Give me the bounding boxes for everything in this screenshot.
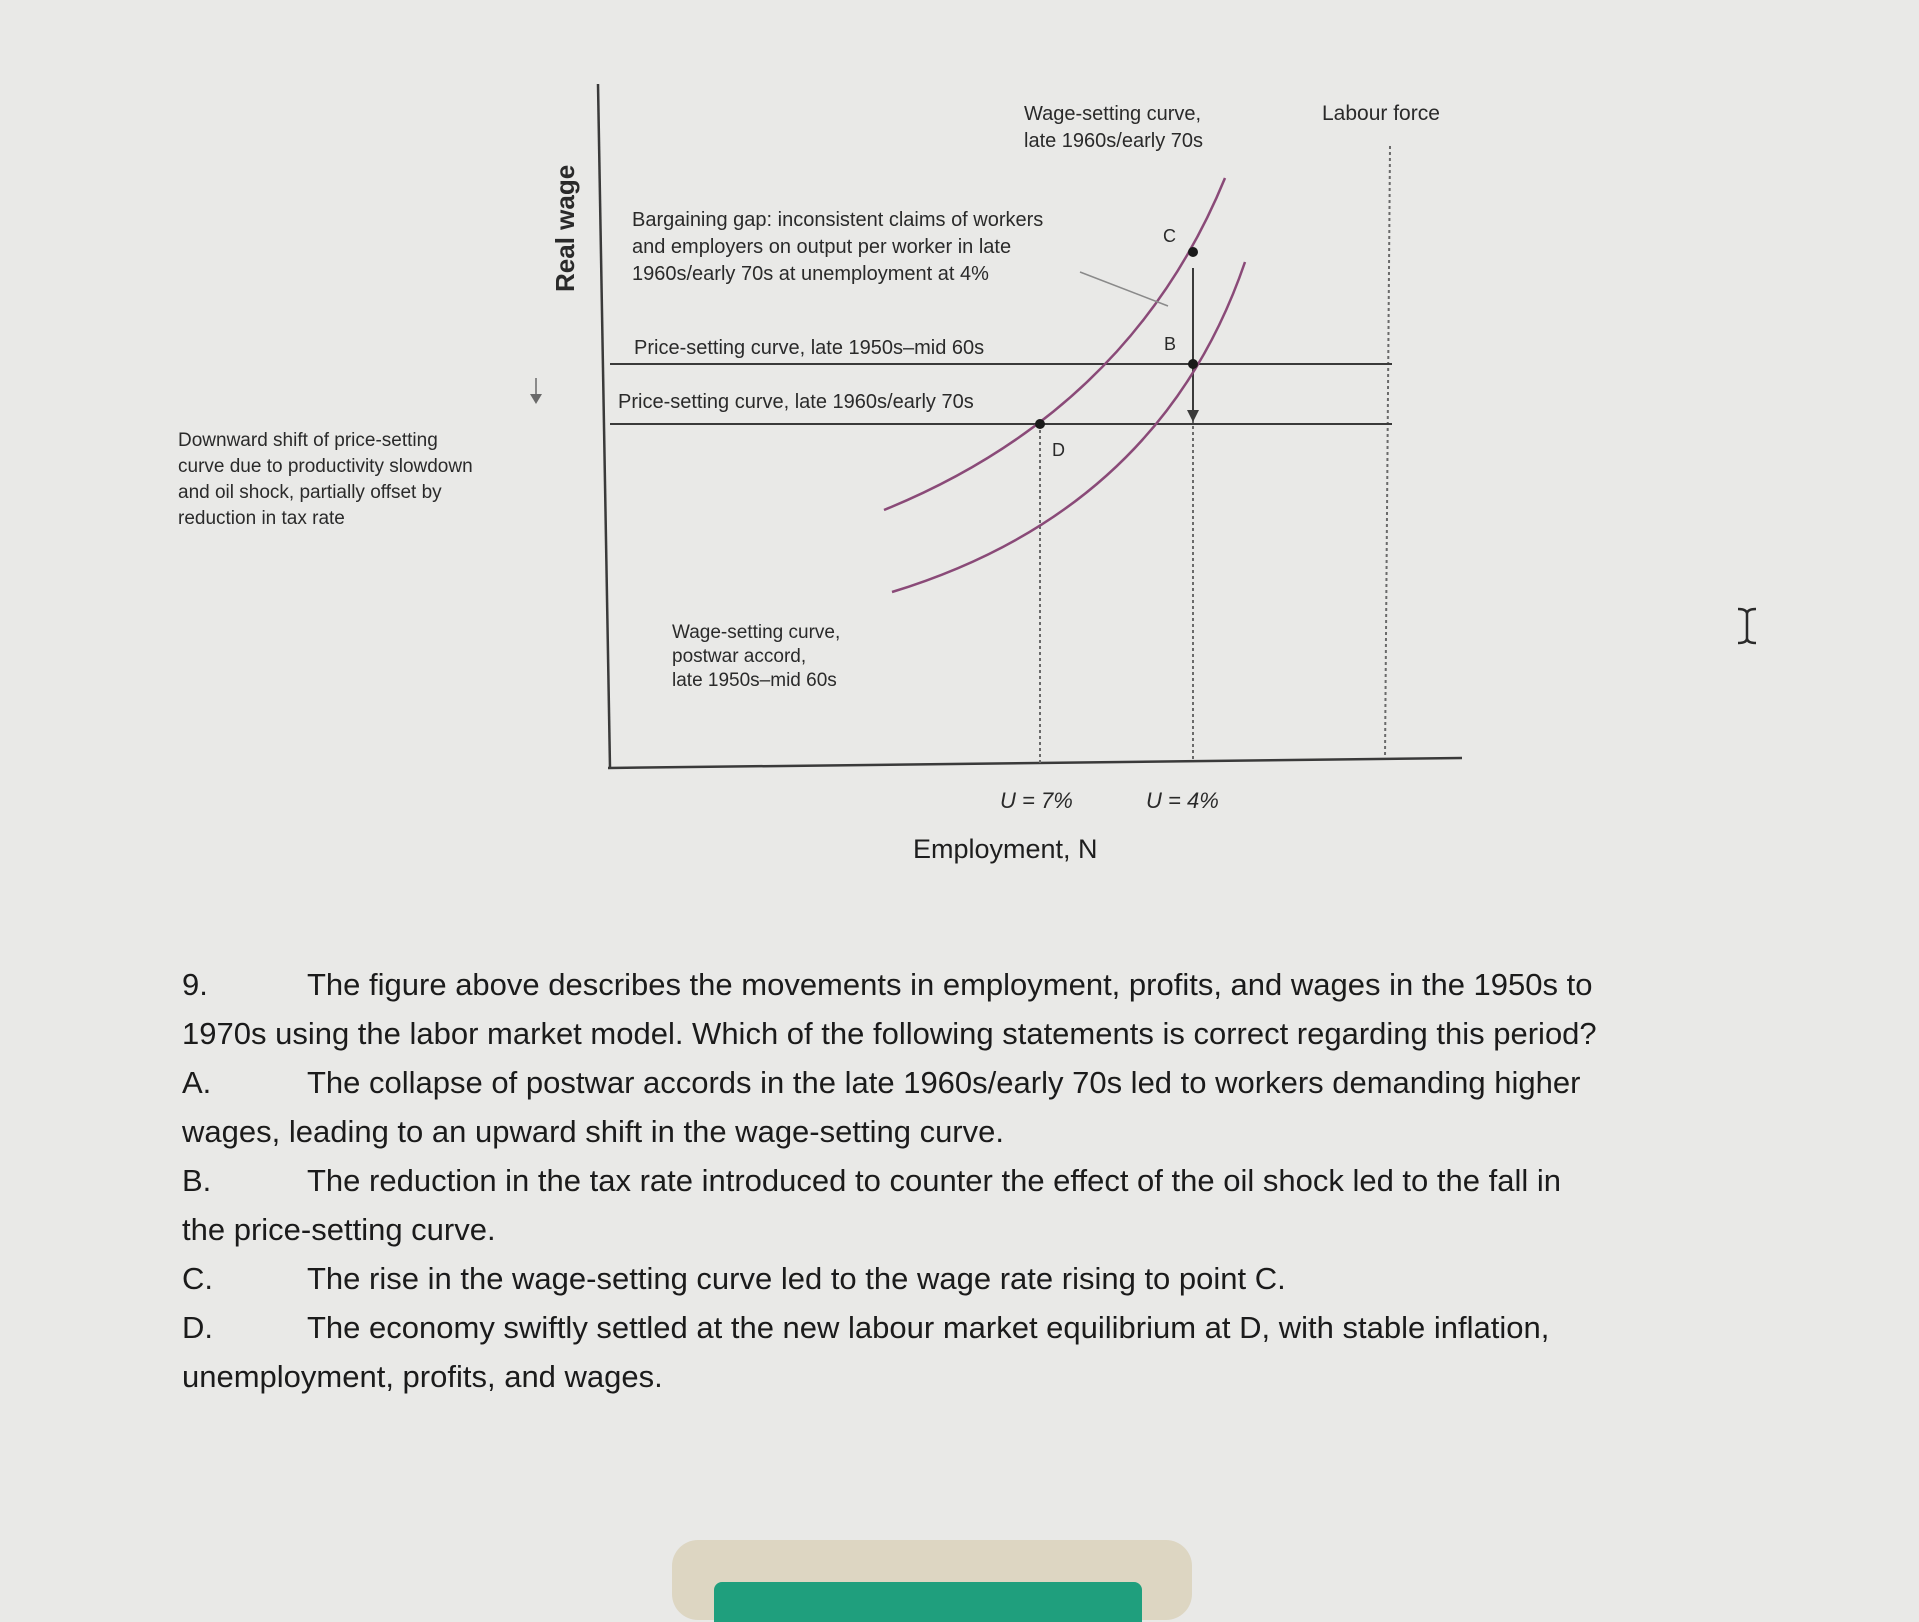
ws-old-label	[672, 622, 846, 691]
bargaining-gap-line: Bargaining gap: inconsistent claims of workers	[632, 209, 1044, 231]
option-letter: B.	[182, 1163, 212, 1198]
u4-label: U = 4%	[1146, 788, 1219, 813]
bargaining-gap-label	[632, 209, 1049, 285]
ws-old-label-line: postwar accord,	[672, 646, 807, 667]
question-stem-line2: 1970s using the labor market model. Which of the following statements is correct regarding this period?	[182, 1016, 1597, 1051]
point-d-label: D	[1052, 440, 1065, 460]
option-c	[182, 1254, 1782, 1303]
option-d-cont: unemployment, profits, and wages.	[182, 1359, 663, 1394]
downward-shift-arrow-head	[530, 394, 542, 404]
submit-button[interactable]	[714, 1582, 1142, 1622]
option-letter: D.	[182, 1310, 213, 1345]
question-block	[182, 960, 1782, 1401]
x-axis-label: Employment, N	[913, 834, 1098, 864]
point-c-marker	[1188, 247, 1198, 257]
option-text: The reduction in the tax rate introduced to counter the effect of the oil shock led to the fall in	[307, 1163, 1561, 1198]
ws-old-label-line: Wage-setting curve,	[672, 622, 841, 643]
y-axis	[598, 84, 610, 768]
downward-shift-line: curve due to productivity slowdown	[178, 456, 473, 477]
y-axis-label: Real wage	[550, 164, 580, 292]
downward-shift-line: reduction in tax rate	[178, 508, 345, 529]
downward-shift-label	[178, 430, 478, 529]
point-b-label: B	[1164, 334, 1177, 354]
point-b-marker	[1188, 359, 1198, 369]
question-stem-text: The figure above describes the movements in employment, profits, and wages in the 1950s to	[307, 967, 1593, 1002]
point-c-label: C	[1163, 226, 1176, 246]
option-letter: A.	[182, 1065, 212, 1100]
downward-shift-line: Downward shift of price-setting	[178, 430, 438, 451]
labour-force-label: Labour force	[1322, 102, 1440, 125]
question-number: 9.	[182, 967, 208, 1002]
u7-label: U = 7%	[1000, 788, 1073, 813]
ps-new-label: Price-setting curve, late 1960s/early 70s	[618, 391, 974, 413]
point-d-marker	[1035, 419, 1045, 429]
bc-arrow-head	[1187, 410, 1199, 422]
option-b-cont: the price-setting curve.	[182, 1212, 496, 1247]
question-stem-line1	[182, 960, 1782, 1009]
ws-new-label	[1024, 103, 1207, 152]
text-cursor-icon	[1734, 606, 1760, 646]
option-b	[182, 1156, 1782, 1205]
bargaining-gap-pointer	[1080, 272, 1168, 306]
ws-new-label-line: Wage-setting curve,	[1024, 103, 1202, 125]
option-text: The rise in the wage-setting curve led to the wage rate rising to point C.	[307, 1261, 1286, 1296]
option-d	[182, 1303, 1782, 1352]
downward-shift-line: and oil shock, partially offset by	[178, 482, 442, 503]
ws-new-label-line: late 1960s/early 70s	[1024, 130, 1204, 152]
option-text: The collapse of postwar accords in the late 1960s/early 70s led to workers demanding higher	[307, 1065, 1581, 1100]
bargaining-gap-line: and employers on output per worker in late	[632, 236, 1012, 258]
labour-force-line	[1385, 146, 1390, 758]
bargaining-gap-line: 1960s/early 70s at unemployment at 4%	[632, 263, 989, 285]
x-axis	[608, 758, 1462, 768]
option-a-cont: wages, leading to an upward shift in the wage-setting curve.	[182, 1114, 1004, 1149]
option-letter: C.	[182, 1261, 213, 1296]
ps-old-label: Price-setting curve, late 1950s–mid 60s	[634, 337, 985, 359]
option-a	[182, 1058, 1782, 1107]
option-text: The economy swiftly settled at the new labour market equilibrium at D, with stable inflation,	[307, 1310, 1550, 1345]
ws-old-label-line: late 1950s–mid 60s	[672, 670, 837, 691]
